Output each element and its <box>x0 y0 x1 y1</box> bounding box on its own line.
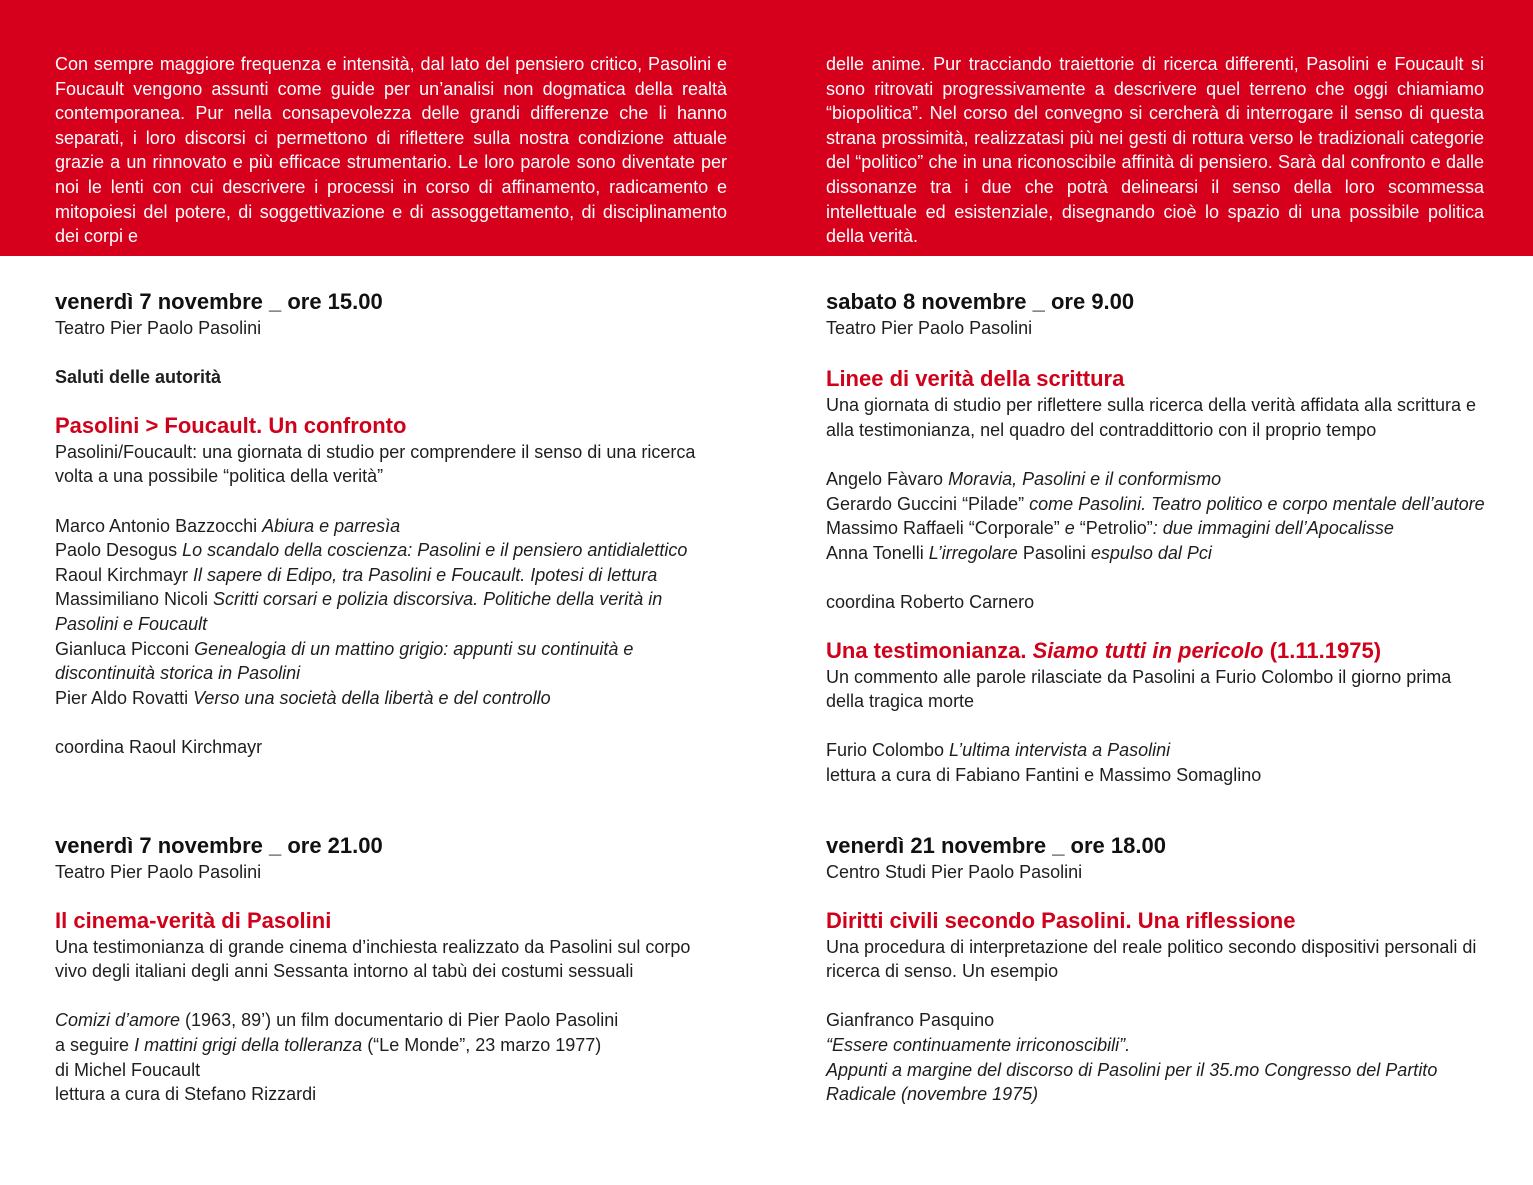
speaker-entry <box>55 538 755 563</box>
talk-title: espulso dal Pci <box>1085 542 1212 563</box>
speaker-name: Gianluca Picconi <box>55 638 195 659</box>
talk-title: Abiura e parresìa <box>262 515 401 536</box>
session-saturday-morning <box>826 288 1506 788</box>
talk-quote: “Petrolio” <box>1079 518 1153 539</box>
talk-title: Radicale (novembre 1975) <box>826 1084 1039 1105</box>
session-title: Il cinema-verità di Pasolini <box>55 907 332 933</box>
session-friday-afternoon <box>55 288 755 760</box>
film-entry <box>55 1008 755 1033</box>
speaker-name: Gerardo Guccini <box>826 493 963 514</box>
title-italic: Siamo tutti in pericolo <box>1032 637 1264 663</box>
greetings-label: Saluti delle autorità <box>55 367 222 388</box>
speaker-name: Massimo Raffaeli <box>826 518 969 539</box>
speaker-entry <box>55 587 755 612</box>
session-date: venerdì 7 novembre _ ore 15.00 <box>55 289 383 314</box>
session-title: Diritti civili secondo Pasolini. Una riflessione <box>826 907 1296 933</box>
speaker-name: Paolo Desogus <box>55 540 183 561</box>
film-title: Comizi d’amore <box>55 1010 181 1031</box>
speaker-entry <box>55 686 755 711</box>
red-header-banner <box>0 0 1533 256</box>
session-description: vivo degli italiani degli anni Sessanta intorno al tabù dei costumi sessuali <box>55 961 634 982</box>
session-description: della tragica morte <box>826 691 975 712</box>
session-title <box>826 637 1506 665</box>
session-date: venerdì 7 novembre _ ore 21.00 <box>55 833 383 858</box>
coordinator: coordina Raoul Kirchmayr <box>55 736 263 757</box>
session-date: sabato 8 novembre _ ore 9.00 <box>826 289 1135 314</box>
talk-title: Scritti corsari e polizia discorsiva. Politiche della verità in <box>213 589 663 610</box>
speaker-entry <box>826 467 1506 492</box>
talk-quote: “Corporale” <box>968 518 1060 539</box>
session-friday-evening <box>55 832 755 1107</box>
talk-title-continued: discontinuità storica in Pasolini <box>55 663 301 684</box>
speaker-entry <box>55 514 755 539</box>
speaker-entry <box>55 563 755 588</box>
talk-title: Lo scandalo della coscienza: Pasolini e il pensiero antidialettico <box>182 540 688 561</box>
session-description: Una giornata di studio per riflettere sulla ricerca della verità affidata alla scrittura e <box>826 395 1476 416</box>
title-part: Una testimonianza. <box>826 637 1033 663</box>
session-date: venerdì 21 novembre _ ore 18.00 <box>826 833 1166 858</box>
talk-title-continued: Pasolini e Foucault <box>55 613 208 634</box>
session-venue: Teatro Pier Paolo Pasolini <box>55 318 262 338</box>
session-description: ricerca di senso. Un esempio <box>826 961 1059 982</box>
session-description: Un commento alle parole rilasciate da Pasolini a Furio Colombo il giorno prima <box>826 666 1452 687</box>
session-description: Pasolini/Foucault: una giornata di studio per comprendere il senso di una ricerca <box>55 441 696 462</box>
speaker-name: Anna Tonelli <box>826 542 929 563</box>
session-venue: Teatro Pier Paolo Pasolini <box>826 318 1033 338</box>
speaker-name: Pier Aldo Rovatti <box>55 687 194 708</box>
speaker-name: Angelo Fàvaro <box>826 468 949 489</box>
speaker-entry <box>826 738 1506 763</box>
session-title: Linee di verità della scrittura <box>826 366 1125 392</box>
reading-credit: lettura a cura di Fabiano Fantini e Massimo Somaglino <box>826 764 1262 785</box>
talk-title: L’ultima intervista a Pasolini <box>949 740 1171 761</box>
coordinator: coordina Roberto Carnero <box>826 591 1035 612</box>
intro-text-left: Con sempre maggiore frequenza e intensità, dal lato del pensiero critico, Pasolini e Foucault vengono assunti come guide per un’analisi non dogmatica della realtà contemporanea. Pur nella consapevolezza delle grandi differenze che li hanno separati, i loro discorsi ci permettono di riflettere sulla nostra condizione attuale grazie a un rinnovato e più efficace strumentario. Le loro parole sono diventate per noi le lenti con cui descrivere i processi in corso di affinamento, radicamento e mitopoiesi del potere, di soggettivazione e di assoggettamento, di disciplinamento dei corpi e <box>55 54 727 247</box>
talk-title: : due immagini dell’Apocalisse <box>1152 518 1394 539</box>
talk-title: “Essere continuamente irriconoscibili”. <box>826 1034 1131 1055</box>
film-details: (1963, 89’) un film documentario di Pier Paolo Pasolini <box>180 1010 619 1031</box>
talk-title-plain: Pasolini <box>1022 542 1086 563</box>
session-description: alla testimonianza, nel quadro del contraddittorio con il proprio tempo <box>826 419 1377 440</box>
talk-title: Moravia, Pasolini e il conformismo <box>948 468 1222 489</box>
follow-details: (“Le Monde”, 23 marzo 1977) <box>362 1034 602 1055</box>
title-date: (1.11.1975) <box>1263 637 1382 663</box>
session-venue: Centro Studi Pier Paolo Pasolini <box>826 862 1083 882</box>
session-description: Una testimonianza di grande cinema d’inchiesta realizzato da Pasolini sul corpo <box>55 936 691 957</box>
talk-title: Il sapere di Edipo, tra Pasolini e Foucault. Ipotesi di lettura <box>193 564 658 585</box>
follow-title: I mattini grigi della tolleranza <box>134 1034 363 1055</box>
session-venue: Teatro Pier Paolo Pasolini <box>55 862 262 882</box>
talk-title: L’irregolare <box>928 542 1023 563</box>
session-title: Pasolini > Foucault. Un confronto <box>55 412 407 438</box>
follow-label: a seguire <box>55 1034 135 1055</box>
speaker-name: Massimiliano Nicoli <box>55 589 214 610</box>
follow-entry <box>55 1033 755 1058</box>
session-friday-21 <box>826 832 1506 1107</box>
speaker-name: Gianfranco Pasquino <box>826 1010 995 1031</box>
speaker-name: Furio Colombo <box>826 740 950 761</box>
speaker-entry <box>55 637 755 662</box>
author-credit: di Michel Foucault <box>55 1059 201 1080</box>
speaker-entry <box>826 541 1506 566</box>
reading-credit: lettura a cura di Stefano Rizzardi <box>55 1084 317 1105</box>
session-description: volta a una possibile “politica della verità” <box>55 466 384 487</box>
speaker-name: Raoul Kirchmayr <box>55 564 194 585</box>
talk-title: come Pasolini. Teatro politico e corpo mentale dell’autore <box>1029 493 1485 514</box>
session-description: Una procedura di interpretazione del reale politico secondo dispositivi personali di <box>826 936 1477 957</box>
speaker-name: Marco Antonio Bazzocchi <box>55 515 263 536</box>
speaker-entry <box>826 516 1506 541</box>
intro-text-right: delle anime. Pur tracciando traiettorie di ricerca differenti, Pasolini e Foucault si sono ritrovati progressivamente a descrivere quel terreno che oggi chiamiamo “biopolitica”. Nel corso del convegno si cercherà di interrogare il senso di questa strana prossimità, realizzatasi più nei gesti di rottura verso le tradizionali categorie del “politico” che in una riconoscibile affinità di pensiero. Sarà dal confronto e dalle dissonanze tra i due che potrà delinearsi il senso della loro scommessa intellettuale ed esistenziale, disegnando cioè lo spazio di una possibile politica della verità. <box>826 54 1484 247</box>
talk-title: Genealogia di un mattino grigio: appunti su continuità e <box>194 638 634 659</box>
talk-quote: “Pilade” <box>962 493 1030 514</box>
speaker-entry <box>826 492 1506 517</box>
talk-title: Verso una società della libertà e del controllo <box>193 687 551 708</box>
talk-conjunction: e <box>1059 518 1080 539</box>
talk-title: Appunti a margine del discorso di Pasolini per il 35.mo Congresso del Partito <box>826 1059 1438 1080</box>
